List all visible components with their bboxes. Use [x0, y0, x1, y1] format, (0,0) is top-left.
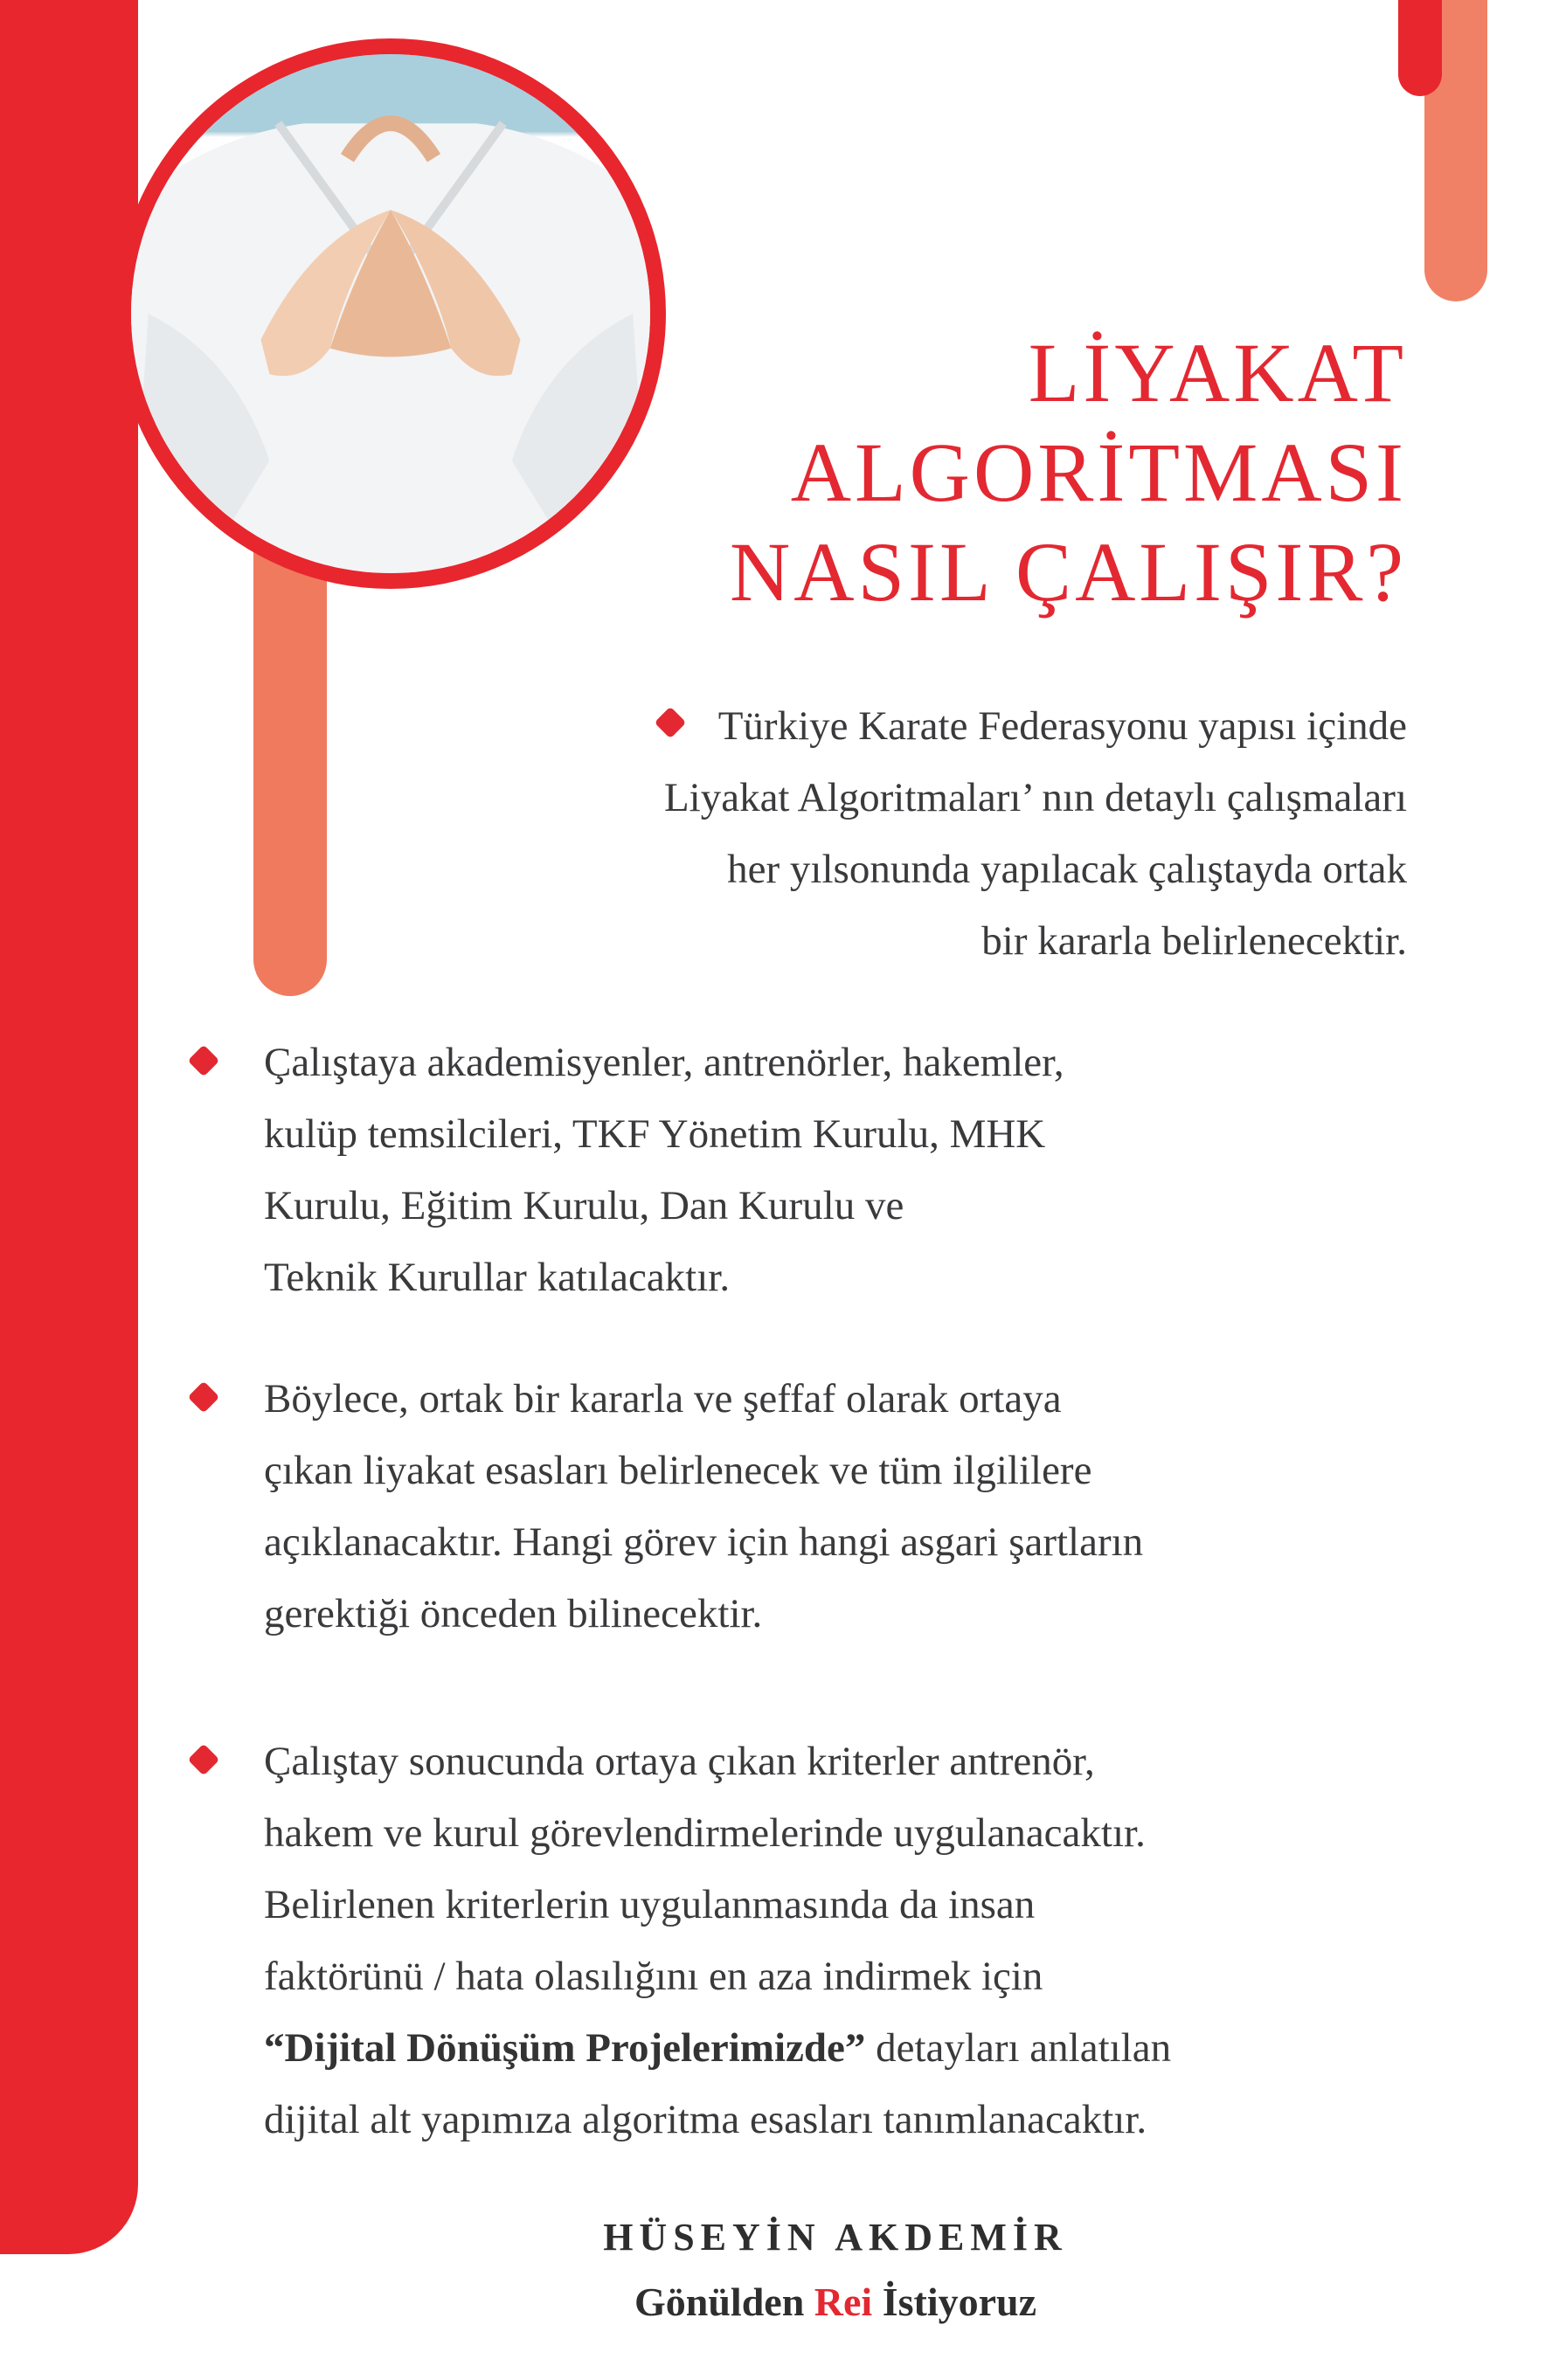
paragraph-4-line-6: dijital alt yapımıza algoritma esasları tanımlanacaktır.: [264, 2097, 1147, 2142]
slogan-accent: Rei: [814, 2280, 873, 2324]
diamond-bullet-icon: [188, 1744, 220, 1776]
karate-photo: [131, 54, 650, 573]
diamond-bullet-icon: [188, 1381, 220, 1414]
paragraph-4-line-5: [264, 2012, 1470, 2084]
paragraph-1-line-1: Türkiye Karate Federasyonu yapısı içinde: [717, 703, 1407, 749]
paragraph-3-line-2: çıkan liyakat esasları belirlenecek ve tüm ilgililere: [264, 1448, 1092, 1493]
paragraph-1-line-3: her yılsonunda yapılacak çalıştayda ortak: [727, 847, 1407, 892]
paragraph-4-line-3: Belirlenen kriterlerin uygulanmasında da insan: [264, 1882, 1036, 1927]
paragraph-4-line-2: hakem ve kurul görevlendirmelerinde uygulanacaktır.: [264, 1810, 1146, 1856]
paragraph-3-line-4: gerektiği önceden bilinecektir.: [264, 1591, 763, 1636]
title-line-1: LİYAKAT: [1028, 326, 1407, 419]
signature-slogan: [0, 2279, 1566, 2325]
slogan-post: İstiyoruz: [872, 2280, 1037, 2324]
karate-hands-illustration: [131, 54, 650, 573]
paragraph-4-line-4: faktörünü / hata olasılığını en aza indirmek için: [264, 1954, 1043, 1999]
paragraph-2-line-2: kulüp temsilcileri, TKF Yönetim Kurulu, MHK: [264, 1111, 1046, 1157]
right-red-pill: [1398, 0, 1442, 96]
paragraph-2-line-1: Çalıştaya akademisyenler, antrenörler, hakemler,: [264, 1040, 1064, 1085]
paragraph-2: [264, 1027, 1470, 1313]
paragraph-1-line-4: bir kararla belirlenecektir.: [981, 918, 1407, 964]
title-line-3: NASIL ÇALIŞIR?: [729, 525, 1407, 619]
paragraph-3: [264, 1363, 1470, 1650]
page-title: [620, 323, 1407, 622]
after-bold-text: detayları anlatılan: [865, 2025, 1172, 2071]
paragraph-4: [264, 1726, 1470, 2155]
bold-phrase: “Dijital Dönüşüm Projelerimizde”: [264, 2025, 866, 2071]
signature-name: HÜSEYİN AKDEMİR: [603, 2216, 1068, 2259]
paragraph-4-line-1: Çalıştay sonucunda ortaya çıkan kriterler antrenör,: [264, 1739, 1095, 1784]
paragraph-3-line-1: Böylece, ortak bir kararla ve şeffaf olarak ortaya: [264, 1376, 1062, 1422]
paragraph-2-line-3: Kurulu, Eğitim Kurulu, Dan Kurulu ve: [264, 1183, 904, 1228]
diamond-bullet-icon: [654, 707, 686, 739]
paragraph-1: [271, 690, 1407, 977]
paragraph-3-line-3: açıklanacaktır. Hangi görev için hangi asgari şartların: [264, 1519, 1144, 1565]
paragraph-2-line-4: Teknik Kurullar katılacaktır.: [264, 1255, 731, 1300]
title-line-2: ALGORİTMASI: [790, 425, 1407, 519]
slogan-pre: Gönülden: [634, 2280, 814, 2324]
diamond-bullet-icon: [188, 1045, 220, 1077]
paragraph-1-line-2: Liyakat Algoritmaları’ nın detaylı çalışmaları: [663, 775, 1407, 820]
